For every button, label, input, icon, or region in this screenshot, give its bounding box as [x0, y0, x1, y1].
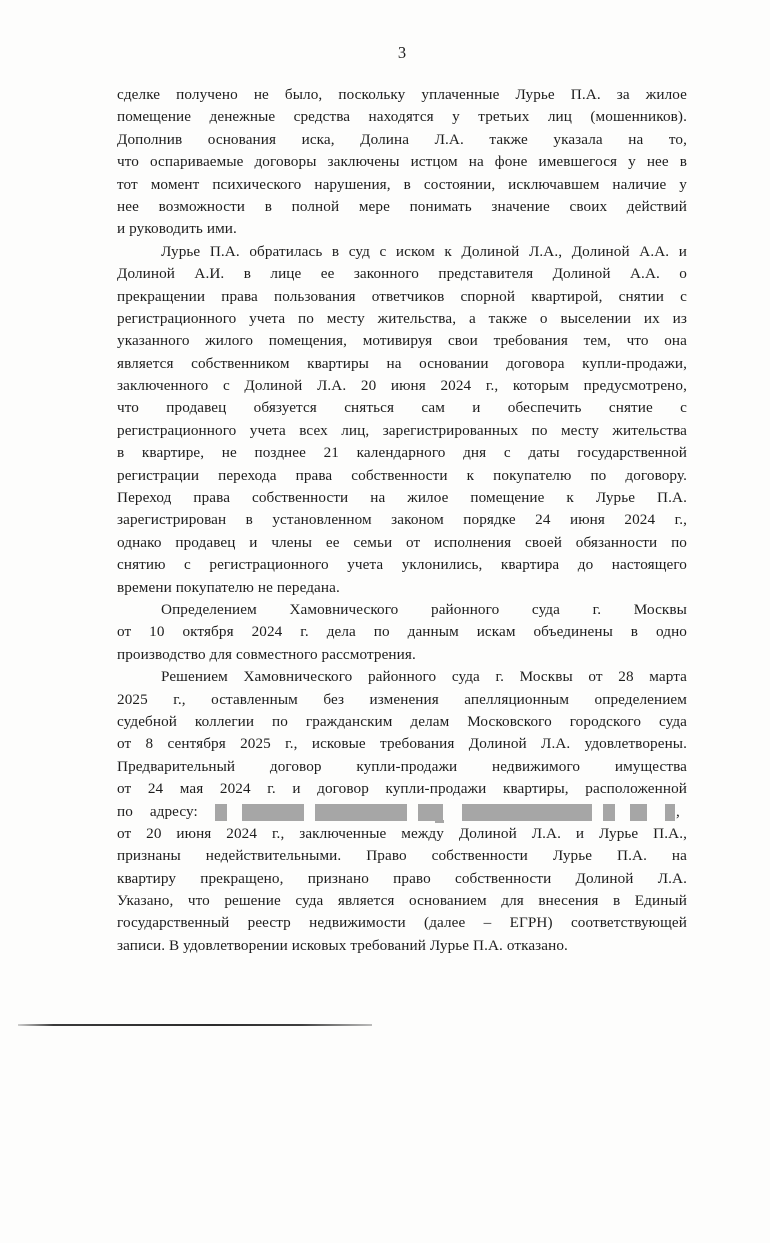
redaction-block — [462, 804, 592, 821]
redaction-block — [665, 804, 675, 821]
text-line: прекращении права пользования ответчиков спорной квартирой, снятии с — [117, 287, 687, 305]
text-line: что продавец обязуется сняться сам и обеспечить снятие с — [117, 399, 687, 417]
text-line: зарегистрирован в установленном законом порядке 24 июня 2024 г., — [117, 511, 687, 529]
text-line: государственный реестр недвижимости (далее – ЕГРН) соответствующей — [117, 914, 687, 932]
text-line: от 24 мая 2024 г. и договор купли-продажи квартиры, расположенной — [117, 780, 687, 798]
redacted-address-suffix: , — [676, 802, 680, 820]
text-line: признаны недействительными. Право собственности Лурье П.А. на — [117, 847, 687, 865]
text-line: регистрации перехода права собственности к покупателю по договору. — [117, 466, 687, 484]
text-line: нее возможности в полной мере понимать значение своих действий — [117, 197, 687, 215]
text-line: является собственником квартиры на основании договора купли-продажи, — [117, 354, 687, 372]
text-line: Предварительный договор купли-продажи недвижимого имущества — [117, 757, 687, 775]
redaction-block — [242, 804, 304, 821]
text-line: Решением Хамовнического районного суда г. Москвы от 28 марта — [161, 668, 687, 686]
text-line: сделке получено не было, поскольку уплаченные Лурье П.А. за жилое — [117, 86, 687, 103]
text-line: тот момент психического нарушения, в состоянии, исключавшем наличие у — [117, 175, 687, 193]
text-line: квартиру прекращено, признано право собственности Долиной Л.А. — [117, 869, 687, 887]
redaction-block — [603, 804, 615, 821]
text-line: от 20 июня 2024 г., заключенные между Долиной Л.А. и Лурье П.А., — [117, 824, 687, 842]
redaction-block — [315, 804, 407, 821]
text-line: однако продавец и члены ее семьи от исполнения своей обязанности по — [117, 533, 687, 551]
text-line: Определением Хамовнического районного суда г. Москвы — [161, 600, 687, 618]
text-line: регистрационного учета всех лиц, зарегистрированных по месту жительства — [117, 421, 687, 439]
text-line: от 10 октября 2024 г. дела по данным искам объединены в одно — [117, 623, 687, 641]
redacted-address-line — [117, 801, 687, 823]
page-number: 3 — [397, 43, 407, 62]
text-line: судебной коллегии по гражданским делам Московского городского суда — [117, 712, 687, 730]
text-line: помещение денежные средства находятся у третьих лиц (мошенников). — [117, 108, 687, 126]
text-line: 2025 г., оставленным без изменения апелляционным определением — [117, 690, 687, 708]
horizontal-rule — [18, 1024, 372, 1026]
text-line: Переход права собственности на жилое помещение к Лурье П.А. — [117, 489, 687, 507]
redaction-block — [215, 804, 227, 821]
redacted-address-prefix: по адресу: — [117, 802, 198, 820]
document-body — [117, 84, 687, 957]
text-line: Лурье П.А. обратилась в суд с иском к Долиной Л.А., Долиной А.А. и — [161, 242, 687, 260]
text-line: регистрационного учета по месту жительства, а также о выселении их из — [117, 309, 687, 327]
text-line: указанного жилого помещения, мотивируя свои требования тем, что она — [117, 332, 687, 350]
text-line: времени покупателю не передана. — [117, 578, 340, 596]
redaction-block — [418, 804, 443, 821]
text-line: Долиной А.И. в лице ее законного представителя Долиной А.А. о — [117, 265, 687, 283]
redaction-artifact — [435, 820, 444, 823]
text-line: что оспариваемые договоры заключены истцом на фоне имевшегося у нее в — [117, 153, 687, 171]
text-line: снятию с регистрационного учета уклонились, квартира до настоящего — [117, 556, 687, 574]
text-line: в квартире, не позднее 21 календарного дня с даты государственной — [117, 444, 687, 462]
text-line: производство для совместного рассмотрения. — [117, 645, 416, 663]
text-line: заключенного с Долиной Л.А. 20 июня 2024 г., которым предусмотрено, — [117, 377, 687, 395]
text-line: Указано, что решение суда является основанием для внесения в Единый — [117, 892, 687, 910]
text-line: от 8 сентября 2025 г., исковые требования Долиной Л.А. удовлетворены. — [117, 735, 687, 753]
text-line: Дополнив основания иска, Долина Л.А. также указала на то, — [117, 130, 687, 148]
redaction-block — [630, 804, 647, 821]
text-line: и руководить ими. — [117, 220, 237, 238]
text-line: записи. В удовлетворении исковых требований Лурье П.А. отказано. — [117, 936, 568, 954]
